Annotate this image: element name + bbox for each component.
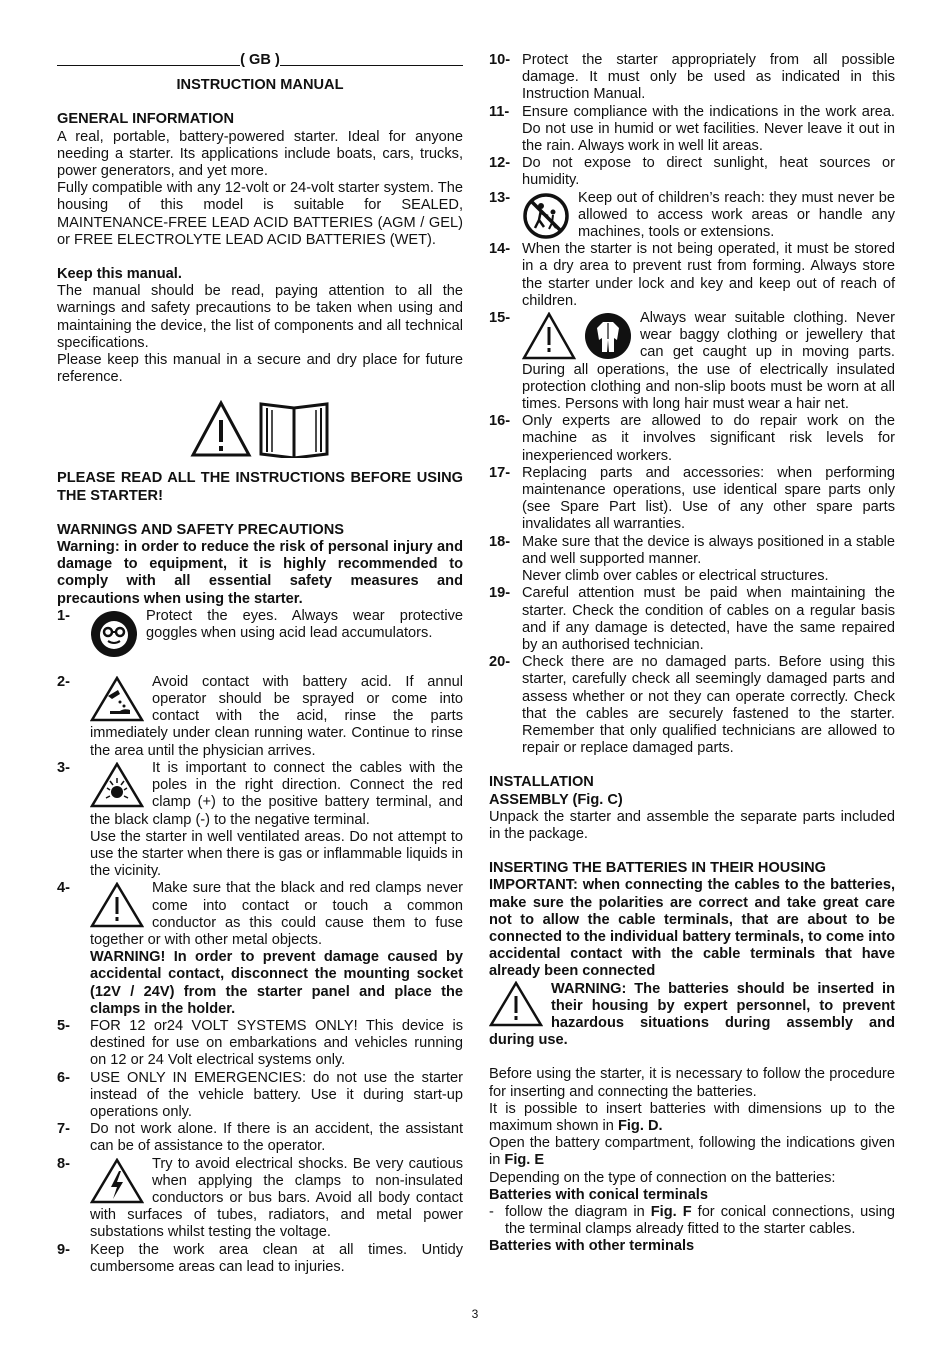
fig-d-ref: Fig. D. [617, 1117, 663, 1134]
item-number: 7- [57, 1121, 70, 1138]
language-header [57, 52, 463, 69]
safety-item-4 [57, 880, 463, 1018]
item-text: Make sure that the device is always positioned in a stable and well supported manner. [522, 533, 895, 567]
list-item-text [505, 1204, 895, 1238]
item-number: 1- [57, 607, 70, 624]
inserting-warning: WARNING: The batteries should be inserted in their housing by expert personnel, to prevent hazardous situations during assembly and during use. [489, 980, 895, 1049]
item-text: Careful attention must be paid when maintaining the starter. Check the condition of cables on a regular basis and if any damage is detected, have the same repaired by an authorised technician. [522, 585, 895, 653]
item-text: It is important to connect the cables with the poles in the right direction. Connect the red clamp (+) to the positive battery terminal, and the black clamp (-) to the negative terminal. [90, 759, 463, 828]
safety-item-7 [57, 1121, 463, 1155]
safety-item-6 [57, 1070, 463, 1122]
item-text: USE ONLY IN EMERGENCIES: do not use the starter instead of the vehicle battery. Use it during start-up operations only. [90, 1069, 463, 1120]
safety-item-19 [489, 585, 895, 654]
inserting-important: IMPORTANT: when connecting the cables to the batteries, make sure the polarities are correct and take great care not to allow the cable terminals, that are about to be connected to the individual battery terminals, to come into accidental contact with the cable terminals that have already been connected [489, 877, 895, 980]
item-number: 5- [57, 1017, 70, 1034]
item-text: Only experts are allowed to do repair work on the machine as it involves significant risk levels for inexperienced workers. [522, 413, 895, 464]
general-heading: GENERAL INFORMATION [57, 111, 235, 128]
safety-item-18 [489, 534, 895, 586]
safety-item-3 [57, 760, 463, 880]
item-number: 13- [489, 189, 511, 206]
safety-item-13 [489, 190, 895, 242]
warnings-heading: WARNINGS AND SAFETY PRECAUTIONS [57, 521, 345, 538]
assembly-paragraph: Unpack the starter and assemble the separate parts included in the package. [489, 808, 895, 842]
safety-item-5 [57, 1018, 463, 1070]
safety-item-20 [489, 654, 895, 757]
item-number: 9- [57, 1241, 70, 1258]
item-number: 14- [489, 241, 511, 258]
item-number: 20- [489, 654, 511, 671]
inserting-heading: INSERTING THE BATTERIES IN THEIR HOUSING [489, 860, 827, 877]
electric-shock-warning-icon [90, 1158, 144, 1204]
warning-and-manual-figure [57, 400, 463, 458]
item-text: Do not work alone. If there is an accident, the assistant can be of assistance to the operator. [90, 1121, 463, 1155]
keep-paragraph-1: The manual should be read, paying attention to all the warnings and safety precautions to be taken when using and maintaining the device, the list of components and all technical specifications. [57, 283, 463, 351]
item-text: Always wear suitable clothing. Never wear baggy clothing or jewellery that can get caught up in moving parts. During all operations, the use of electrically insulated protection clothing and non-slip boots must be worn at all times. Persons with long hair must wear a hair net. [522, 310, 895, 413]
left-column [57, 52, 463, 1276]
item-text: Avoid contact with battery acid. If annul operator should be sprayed or come into contact with the acid, rinse the parts immediately under clean running water. Continue to rinse the area until the physician arrives. [90, 673, 463, 759]
warning-triangle-icon [489, 981, 543, 1027]
other-terminals-heading: Batteries with other terminals [489, 1238, 695, 1255]
item-text: When the starter is not being operated, it must be stored in a dry area to prevent rust from forming. Always store the starter under lock and key and keep out of reach of children. [522, 241, 895, 309]
fig-e-ref: Fig. E [504, 1152, 545, 1169]
header-rule-left [57, 56, 240, 66]
item-number: 18- [489, 533, 511, 550]
assembly-subheading: ASSEMBLY (Fig. C) [489, 791, 623, 808]
item-number: 12- [489, 155, 511, 172]
safety-item-9 [57, 1242, 463, 1276]
item-text: Keep the work area clean at all times. Untidy cumbersome areas can lead to injuries. [90, 1241, 463, 1275]
inserting-paragraph-3 [489, 1135, 895, 1169]
manual-title: INSTRUCTION MANUAL [176, 77, 344, 94]
safety-item-8 [57, 1156, 463, 1242]
item-text-continued: Never climb over cables or electrical structures. [522, 568, 829, 585]
item-text: Protect the eyes. Always wear protective goggles when using acid lead accumulators. [146, 607, 463, 642]
inserting-paragraph-4: Depending on the type of connection on the batteries: [489, 1169, 836, 1186]
open-book-icon [258, 400, 330, 458]
text: Open the battery compartment, following the indications given in [489, 1135, 895, 1169]
item-text: Check there are no damaged parts. Before using this starter, carefully check all seemingly damaged parts and assess whether or not they can operate correctly. Check that the cables are securely fastened to the starter. Remember that only qualified technicians are allowed to repair or replace damaged parts. [522, 654, 895, 757]
inserting-paragraph-2 [489, 1101, 895, 1135]
explosive-gas-warning-icon [90, 762, 144, 808]
fig-f-ref: Fig. F [650, 1204, 692, 1220]
item-text: Keep out of children’s reach: they must never be allowed to access work areas or handle any machines, tools or extensions. [578, 189, 895, 241]
item-text: FOR 12 or24 VOLT SYSTEMS ONLY! This device is destined for use on embarkations and vehicles running on 12 or 24 Volt electrical systems only. [90, 1017, 463, 1069]
safety-item-15 [489, 310, 895, 413]
warning-triangle-icon [190, 400, 252, 458]
item-text: Protect the starter appropriately from all possible damage. It must only be used as indicated in this Instruction Manual. [522, 52, 895, 103]
read-all-warning: PLEASE READ ALL THE INSTRUCTIONS BEFORE USING THE STARTER! [57, 470, 463, 504]
item-number: 16- [489, 413, 511, 430]
dash-bullet: - [489, 1204, 494, 1220]
item-number: 15- [489, 310, 511, 327]
text: follow the diagram in [505, 1204, 651, 1220]
goggles-mandatory-icon [90, 610, 138, 658]
item-number: 10- [489, 52, 511, 68]
text: for conical connections, using the terminal clamps already fitted to the starter cables. [505, 1204, 895, 1238]
installation-heading: INSTALLATION [489, 774, 594, 791]
safety-item-1 [57, 608, 463, 658]
warning-triangle-icon [90, 882, 144, 928]
safety-item-12 [489, 155, 895, 189]
inserting-paragraph-1: Before using the starter, it is necessary to follow the procedure for inserting and connecting the batteries. [489, 1066, 895, 1100]
warnings-intro: Warning: in order to reduce the risk of personal injury and damage to equipment, it is highly recommended to comply with all essential safety measures and precautions when using the starter. [57, 539, 463, 607]
item-number: 17- [489, 464, 511, 481]
conical-list [489, 1204, 895, 1238]
item-warning: WARNING! In order to prevent damage caused by accidental contact, disconnect the mounting socket (12V / 24V) from the starter panel and place the clamps in the holder. [90, 949, 463, 1017]
right-column [489, 52, 895, 1256]
inserting-warning-block [489, 981, 895, 1050]
item-text: Try to avoid electrical shocks. Be very cautious when applying the clamps to non-insulated conductors or bus bars. Avoid all body contact with surfaces of tubes, radiators, and metal power substations whilst testing the voltage. [90, 1155, 463, 1241]
item-number: 4- [57, 880, 70, 897]
safety-item-17 [489, 465, 895, 534]
general-paragraph-1: A real, portable, battery-powered starter. Ideal for anyone needing a starter. Its applications include boats, cars, trucks, power generators, and yet more. [57, 128, 463, 180]
safety-item-16 [489, 413, 895, 465]
item-number: 3- [57, 759, 70, 776]
safety-item-11 [489, 104, 895, 156]
general-paragraph-2: Fully compatible with any 12-volt or 24-volt starter system. The housing of this model is suitable for SEALED, MAINTENANCE-FREE LEAD ACID BATTERIES (AGM / GEL) or FREE ELECTROLYTE LEAD ACID BATTERIES (WET). [57, 180, 463, 248]
item-number: 8- [57, 1155, 70, 1172]
text: It is possible to insert batteries with dimensions up to the maximum shown in [489, 1100, 895, 1134]
keep-paragraph-2: Please keep this manual in a secure and dry place for future reference. [57, 352, 463, 386]
conical-heading: Batteries with conical terminals [489, 1186, 708, 1203]
item-number: 6- [57, 1069, 70, 1086]
item-text-continued: Use the starter in well ventilated areas. Do not attempt to use the starter when there is gas or inflammable liquids in the vicinity. [90, 828, 463, 880]
list-item [489, 1204, 895, 1238]
page-number: 3 [471, 1307, 479, 1321]
warning-triangle-icon [522, 312, 576, 360]
keep-heading: Keep this manual. [57, 266, 182, 283]
language-code: ( GB ) [240, 52, 280, 68]
safety-item-10 [489, 52, 895, 104]
item-text: Replacing parts and accessories: when performing maintenance operations, use identical spare parts only (see Spare Part list). Use of any other spare parts invalidates all warranties. [522, 464, 895, 533]
item-number: 2- [57, 673, 70, 690]
corrosive-warning-icon [90, 676, 144, 722]
item-number: 19- [489, 585, 511, 602]
item-text: Ensure compliance with the indications in the work area. Do not use in humid or wet facilities. Never leave it out in the rain. Always work in well lit areas. [522, 103, 895, 155]
no-children-icon [522, 192, 570, 240]
item-text: Do not expose to direct sunlight, heat sources or humidity. [522, 155, 895, 189]
item-text: Make sure that the black and red clamps never come into contact or touch a common conductor as this could cause them to fuse together or with other metal objects. [90, 880, 463, 948]
safety-item-2 [57, 674, 463, 760]
header-rule-right [280, 56, 463, 66]
item-number: 11- [489, 103, 510, 120]
safety-item-14 [489, 241, 895, 310]
protective-clothing-icon [584, 312, 632, 360]
